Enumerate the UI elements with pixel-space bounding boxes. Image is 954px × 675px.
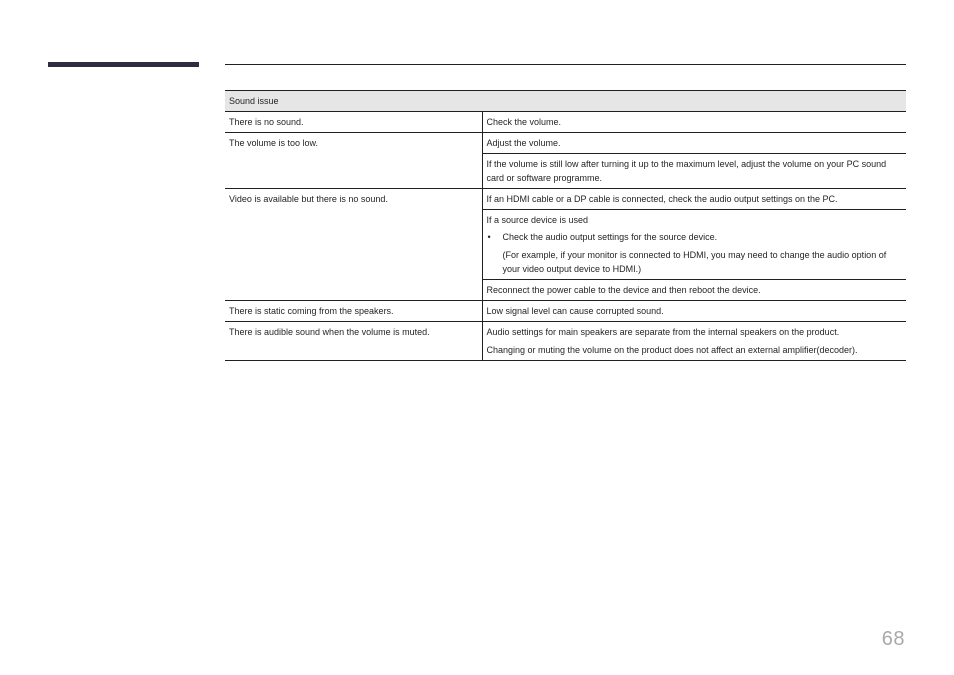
issue-cell: There is static coming from the speakers. bbox=[225, 301, 482, 322]
solution-cell: Low signal level can cause corrupted sound. bbox=[482, 301, 906, 322]
table-row bbox=[225, 112, 906, 133]
issue-cell: There is no sound. bbox=[225, 112, 482, 133]
page-number: 68 bbox=[881, 628, 905, 650]
table-header: Sound issue bbox=[225, 91, 906, 112]
solution-intro: If a source device is used bbox=[486, 215, 589, 225]
bullet-text: Check the audio output settings for the source device. bbox=[502, 232, 718, 242]
issue-cell: Video is available but there is no sound. bbox=[225, 189, 482, 301]
example-note: (For example, if your monitor is connected to HDMI, you may need to change the audio option of your video output device to HDMI.) bbox=[502, 250, 887, 274]
solution-cell: If the volume is still low after turning it up to the maximum level, adjust the volume on your PC sound card or software programme. bbox=[482, 154, 906, 189]
table-row bbox=[225, 322, 906, 361]
solution-cell: Reconnect the power cable to the device and then reboot the device. bbox=[482, 280, 906, 301]
solution-cell: Check the volume. bbox=[482, 112, 906, 133]
solution-cell bbox=[482, 322, 906, 361]
table-row bbox=[225, 189, 906, 210]
solution-cell: Adjust the volume. bbox=[482, 133, 906, 154]
issue-cell: The volume is too low. bbox=[225, 133, 482, 189]
table-row bbox=[225, 301, 906, 322]
solution-cell: If an HDMI cable or a DP cable is connected, check the audio output settings on the PC. bbox=[482, 189, 906, 210]
bullet-icon: • bbox=[487, 232, 491, 242]
table-header-row bbox=[225, 91, 906, 112]
top-divider bbox=[225, 64, 906, 65]
bullet-item bbox=[487, 230, 903, 244]
troubleshooting-table bbox=[225, 90, 906, 361]
solution-paragraph: Changing or muting the volume on the product does not affect an external amplifier(decoder). bbox=[486, 345, 858, 355]
table-row bbox=[225, 133, 906, 154]
issue-cell: There is audible sound when the volume is muted. bbox=[225, 322, 482, 361]
solution-paragraph: Audio settings for main speakers are separate from the internal speakers on the product. bbox=[486, 327, 840, 337]
solution-cell bbox=[482, 210, 906, 280]
section-accent-bar bbox=[48, 62, 199, 67]
